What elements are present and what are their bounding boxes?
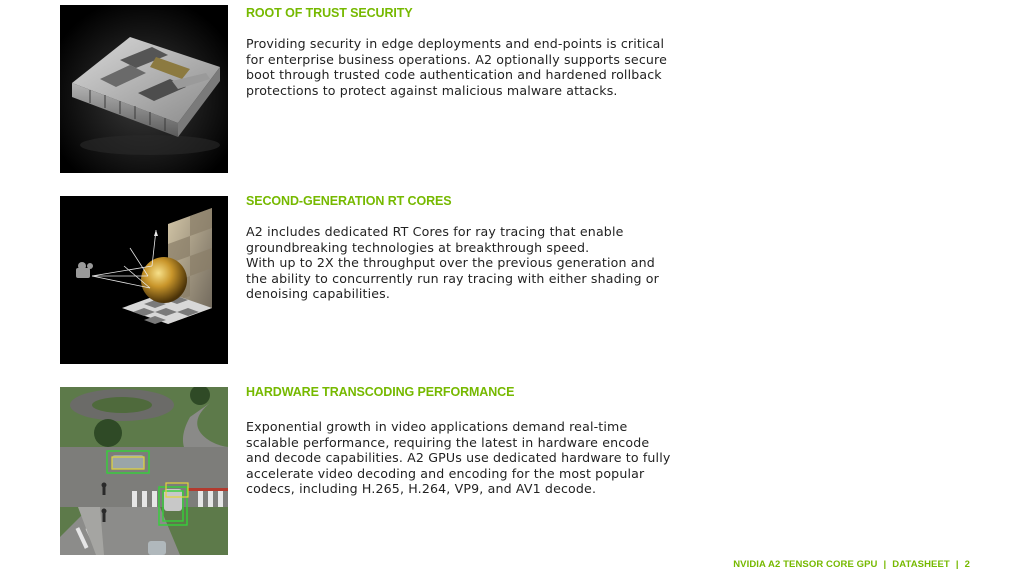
body-line: Providing security in edge deployments and end-points is critical [246,36,665,51]
section-body [246,419,686,497]
body-line: denoising capabilities. [246,286,391,302]
section-rt-cores [60,196,680,364]
body-line: codecs, including H.265, H.264, VP9, and AV1 decode. [246,481,597,497]
section-heading: HARDWARE TRANSCODING PERFORMANCE [246,385,515,399]
server-illustration [60,5,228,173]
body-line: protections to protect against malicious malware attacks. [246,82,618,98]
footer-separator: | [883,559,887,570]
section-transcoding [60,387,680,555]
traffic-image [60,387,228,555]
body-line: the ability to concurrently run ray tracing with either shading or [246,270,659,286]
section-root-of-trust [60,5,680,173]
section-heading: SECOND-GENERATION RT CORES [246,194,452,208]
body-line: groundbreaking technologies at breakthrough speed. [246,239,590,255]
body-line: for enterprise business operations. A2 optionally supports secure [246,51,667,67]
body-line: scalable performance, requiring the latest in hardware encode [246,434,650,450]
body-line: With up to 2X the throughput over the previous generation and [246,255,655,271]
footer-separator: | [955,559,959,570]
section-body [246,224,686,302]
body-line: A2 includes dedicated RT Cores for ray tracing that enable [246,224,624,239]
body-line: boot through trusted code authentication and hardened rollback [246,67,662,83]
body-line: and decode capabilities. A2 GPUs use dedicated hardware to fully [246,450,671,466]
page-footer [733,559,970,570]
body-line: accelerate video decoding and encoding for the most popular [246,465,645,481]
section-heading: ROOT OF TRUST SECURITY [246,6,413,20]
ray-tracing-illustration [60,196,228,364]
footer-title: NVIDIA A2 TENSOR CORE GPU [733,559,878,570]
server-image [60,5,228,173]
ray-tracing-image [60,196,228,364]
page-number: 2 [964,559,970,570]
body-line: Exponential growth in video applications demand real-time [246,419,628,434]
traffic-illustration [60,387,228,555]
footer-doc-type: DATASHEET [892,559,950,570]
section-body [246,36,686,98]
